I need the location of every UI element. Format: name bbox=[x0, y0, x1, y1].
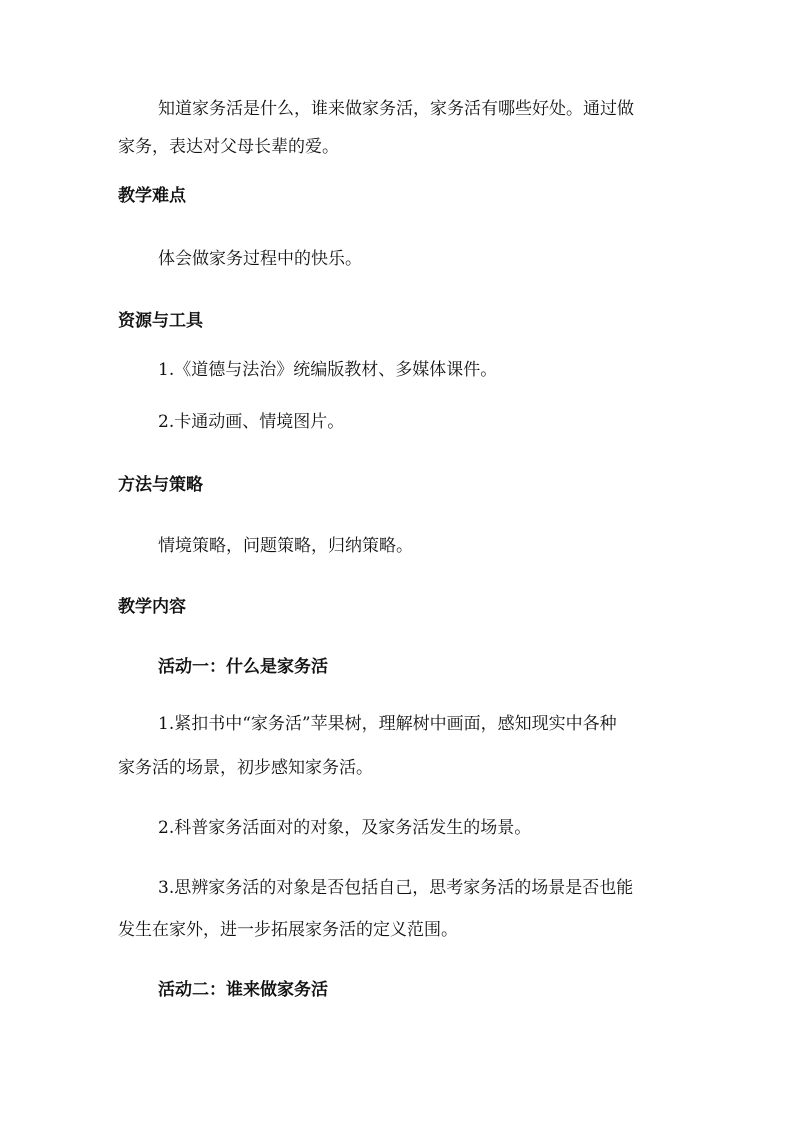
activity-1-item-2: 2.科普家务活面对的对象，及家务活发生的场景。 bbox=[158, 818, 532, 838]
activity-2-title: 活动二：谁来做家务活 bbox=[158, 980, 328, 1000]
resource-item-2: 2.卡通动画、情境图片。 bbox=[158, 412, 345, 432]
activity-1-item-1-line-1: 1.紧扣书中“家务活”苹果树，理解树中画面，感知现实中各种 bbox=[158, 714, 617, 734]
heading-teaching-content: 教学内容 bbox=[118, 597, 186, 617]
resource-item-1: 1.《道德与法治》统编版教材、多媒体课件。 bbox=[158, 360, 498, 380]
intro-paragraph-line-1: 知道家务活是什么，谁来做家务活，家务活有哪些好处。通过做 bbox=[158, 99, 634, 119]
activity-1-item-3-line-2: 发生在家外，进一步拓展家务活的定义范围。 bbox=[118, 920, 458, 940]
heading-resources-tools: 资源与工具 bbox=[118, 311, 203, 331]
heading-methods-strategies: 方法与策略 bbox=[118, 475, 203, 495]
intro-paragraph-line-2: 家务，表达对父母长辈的爱。 bbox=[118, 137, 339, 157]
heading-teaching-difficulty: 教学难点 bbox=[118, 186, 186, 206]
activity-1-title: 活动一：什么是家务活 bbox=[158, 657, 328, 677]
difficulty-paragraph: 体会做家务过程中的快乐。 bbox=[158, 249, 362, 269]
activity-1-item-3-line-1: 3.思辨家务活的对象是否包括自己，思考家务活的场景是否也能 bbox=[158, 878, 634, 898]
activity-1-item-1-line-2: 家务活的场景，初步感知家务活。 bbox=[118, 758, 373, 778]
methods-paragraph: 情境策略，问题策略，归纳策略。 bbox=[158, 536, 413, 556]
